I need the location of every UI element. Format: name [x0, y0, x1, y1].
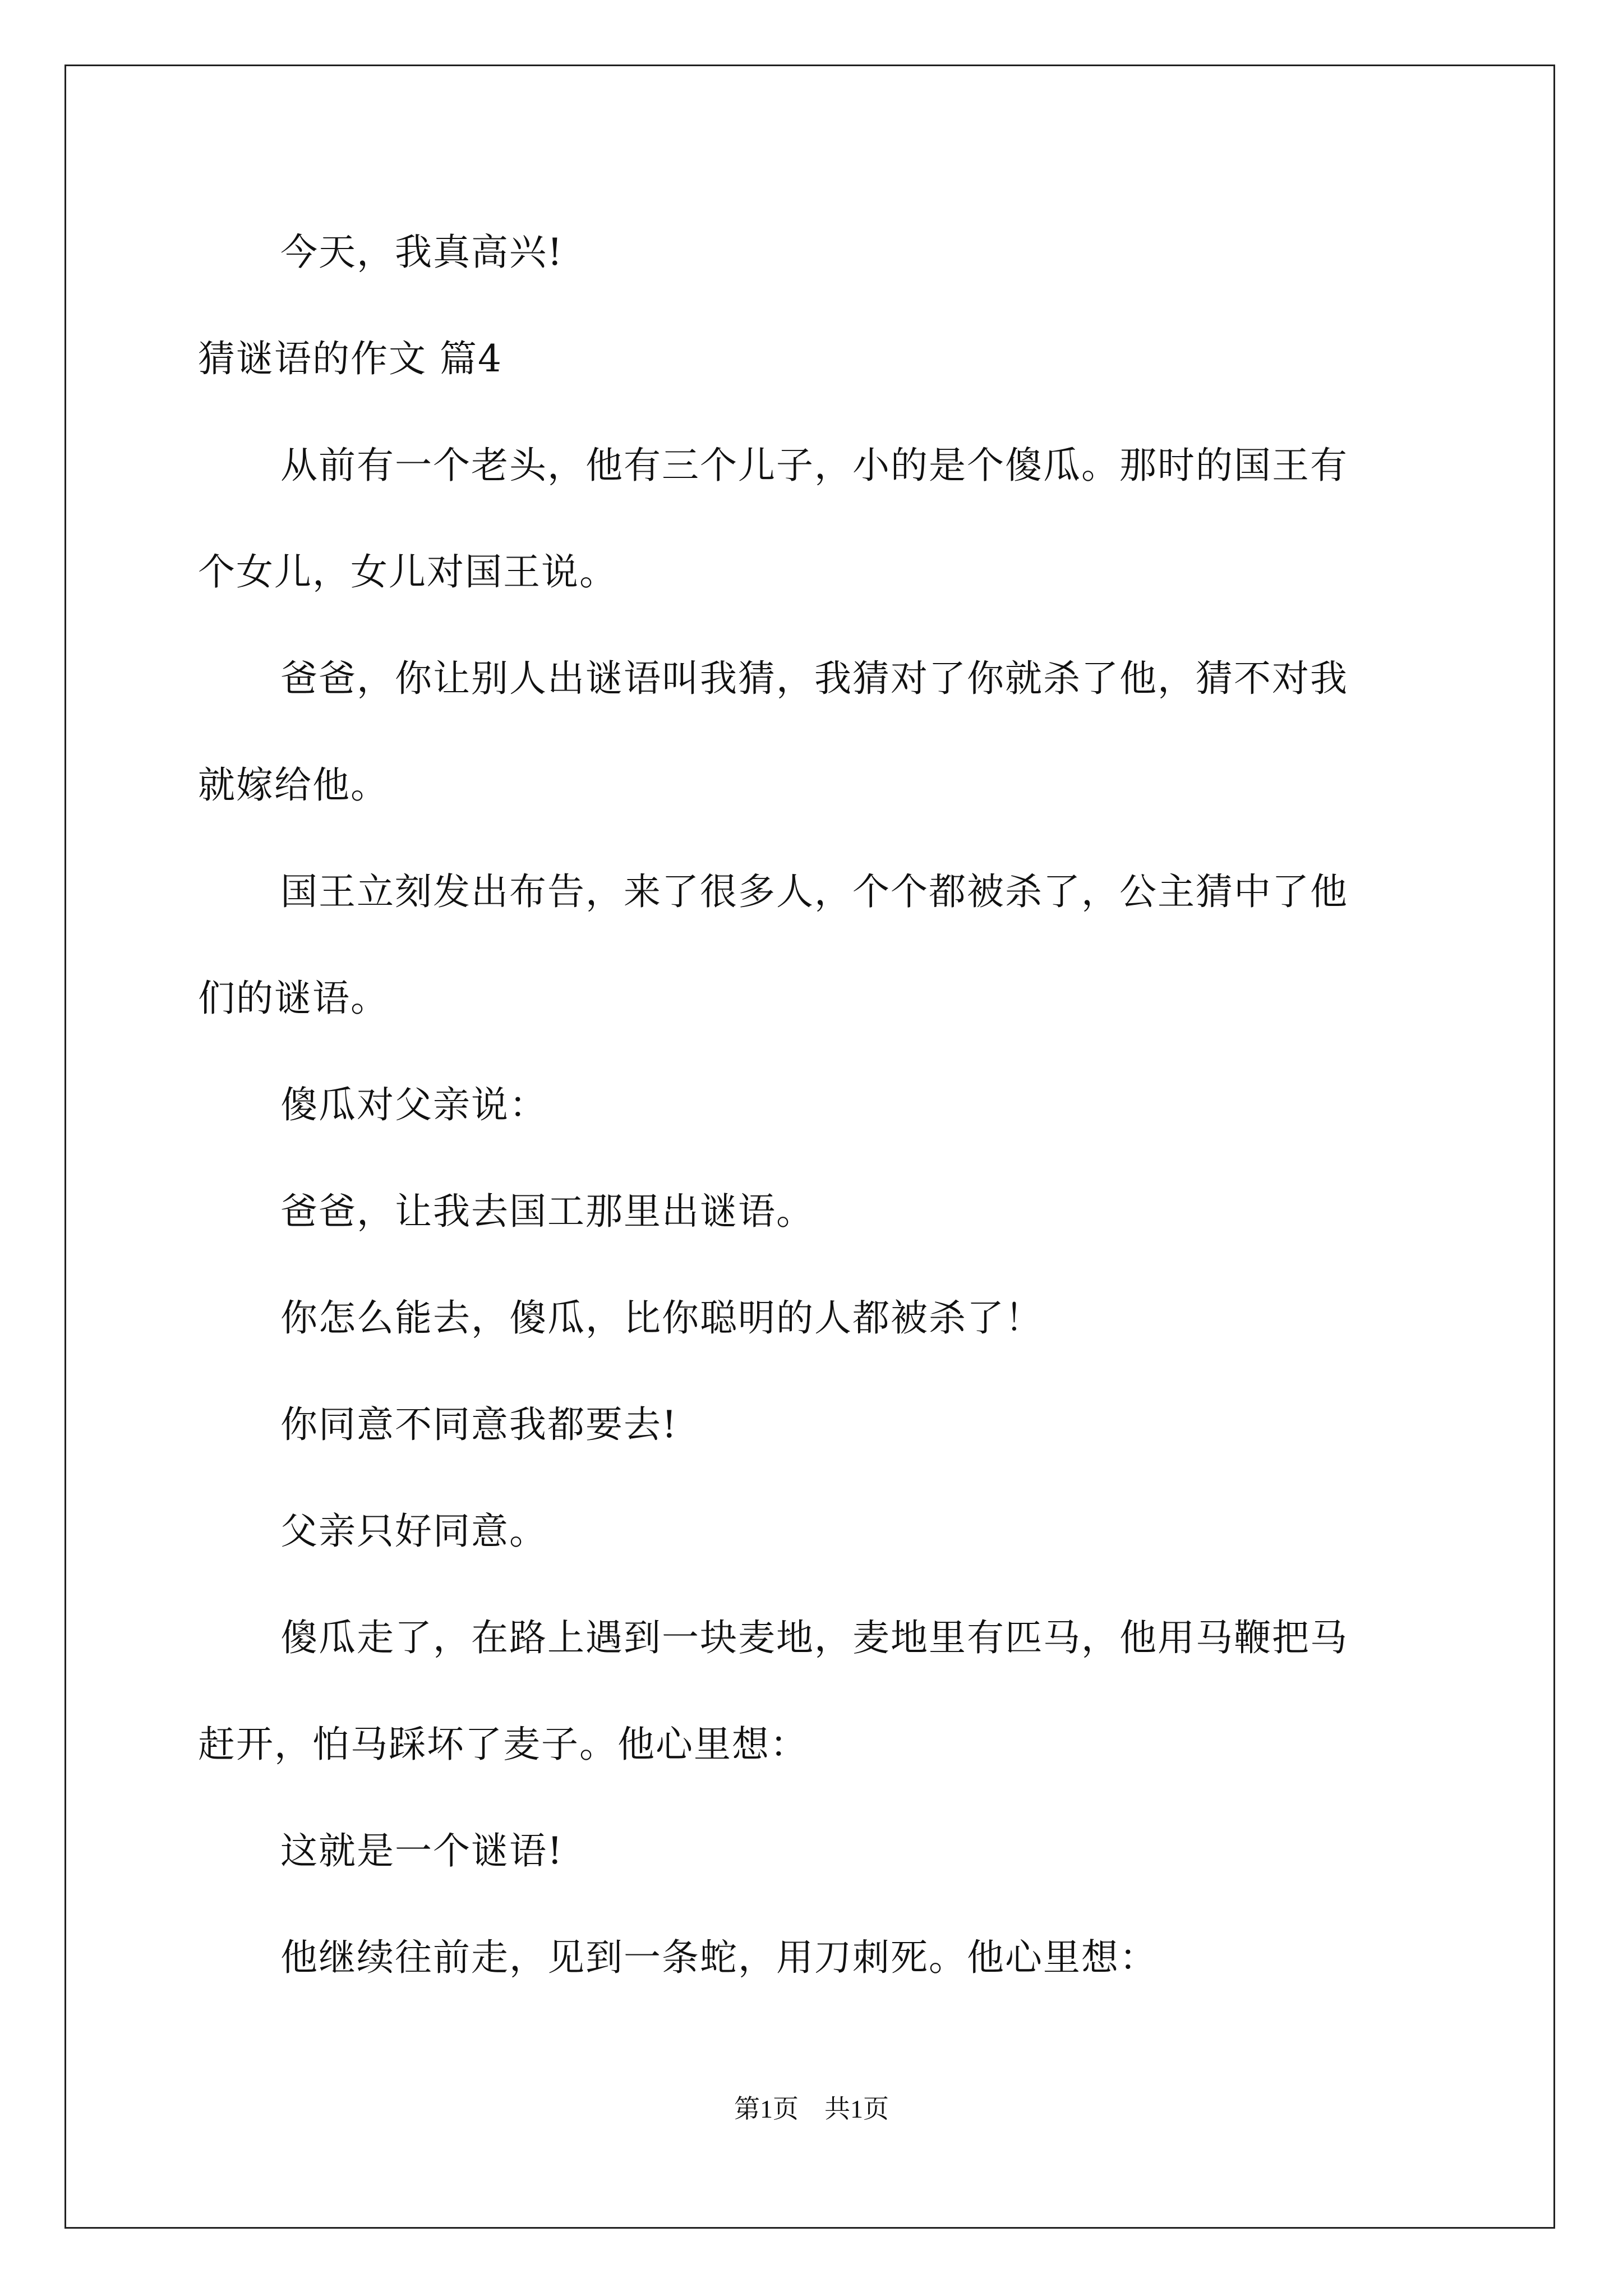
paragraph-line: 这就是一个谜语! — [280, 1829, 564, 1872]
paragraph-line: 傻瓜对父亲说： — [280, 1083, 547, 1126]
paragraph-line: 们的谜语。 — [198, 977, 389, 1020]
paragraph-line: 国王立刻发出布告，来了很多人，个个都被杀了，公主猜中了他 — [280, 870, 1348, 913]
paragraph-line: 傻瓜走了，在路上遇到一块麦地，麦地里有匹马，他用马鞭把马 — [280, 1616, 1348, 1659]
paragraph-line: 个女儿，女儿对国王说。 — [198, 550, 617, 593]
paragraph-line: 就嫁给他。 — [198, 763, 389, 807]
paragraph-line: 爸爸，你让别人出谜语叫我猜，我猜对了你就杀了他，猜不对我 — [280, 657, 1348, 700]
paragraph-line: 从前有一个老头，他有三个儿子，小的是个傻瓜。那时的国王有 — [280, 444, 1348, 487]
paragraph-line: 赶开，怕马踩坏了麦子。他心里想： — [198, 1723, 808, 1766]
paragraph-line: 你同意不同意我都要去! — [280, 1403, 678, 1446]
paragraph-line: 他继续往前走，见到一条蛇，用刀刺死。他心里想： — [280, 1936, 1158, 1979]
page-border — [64, 65, 1555, 2229]
section-heading: 猜谜语的作文 篇4 — [198, 337, 502, 380]
paragraph-line: 你怎么能去，傻瓜，比你聪明的人都被杀了！ — [280, 1296, 1043, 1340]
paragraph-line: 今天，我真高兴! — [280, 231, 564, 274]
paragraph-line: 父亲只好同意。 — [280, 1510, 547, 1553]
paragraph-line: 爸爸，让我去国工那里出谜语。 — [280, 1190, 814, 1233]
page-footer: 第1页 共1页 — [734, 2095, 889, 2123]
